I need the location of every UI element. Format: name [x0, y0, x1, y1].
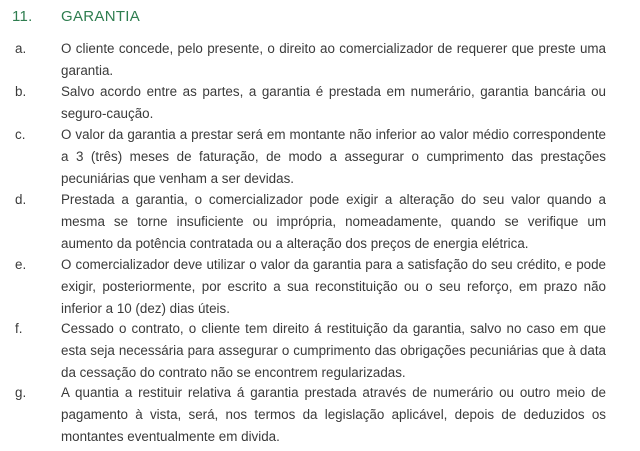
clause-text: Cessado o contrato, o cliente tem direito á restituição da garantia, salvo no caso em que esta seja necessária para assegurar o cumprimento das obrigações pecuniárias que à data da cessação do contrato não se encontrem regularizadas.	[61, 321, 606, 380]
section-number: 11.	[12, 8, 33, 25]
clause-marker: e.	[15, 257, 27, 272]
clause-text: O comercializador deve utilizar o valor da garantia para a satisfação do seu crédito, e pode exigir, posteriormente, por escrito a sua reconstituição ou o seu reforço, em prazo não inferior a 10 (dez) dias úteis.	[61, 257, 606, 316]
clause-marker: g.	[15, 385, 27, 400]
clause-marker: a.	[15, 41, 27, 56]
clause-text: O cliente concede, pelo presente, o direito ao comercializador de requerer que preste uma garantia.	[61, 41, 606, 78]
clause-text: Prestada a garantia, o comercializador pode exigir a alteração do seu valor quando a mesma se torne insuficiente ou imprópria, nomeadamente, quando se verifique um aumento da potência contratada ou a alteração dos preços de energia elétrica.	[61, 192, 606, 251]
section-title: GARANTIA	[61, 8, 141, 25]
clause-marker: b.	[15, 84, 27, 99]
clause-marker: c.	[15, 127, 26, 142]
clause-text: O valor da garantia a prestar será em montante não inferior ao valor médio correspondente a 3 (três) meses de faturação, de modo a assegurar o cumprimento das prestações pecuniárias que venham a ser devidas.	[61, 127, 606, 186]
clause-text: Salvo acordo entre as partes, a garantia é prestada em numerário, garantia bancária ou seguro-caução.	[61, 84, 606, 121]
clause-marker: d.	[15, 192, 27, 207]
clause-text: A quantia a restituir relativa á garantia prestada através de numerário ou outro meio de pagamento à vista, será, nos termos da legislação aplicável, depois de deduzidos os montantes eventualmente em divida.	[61, 385, 606, 444]
clause-marker: f.	[15, 321, 23, 336]
